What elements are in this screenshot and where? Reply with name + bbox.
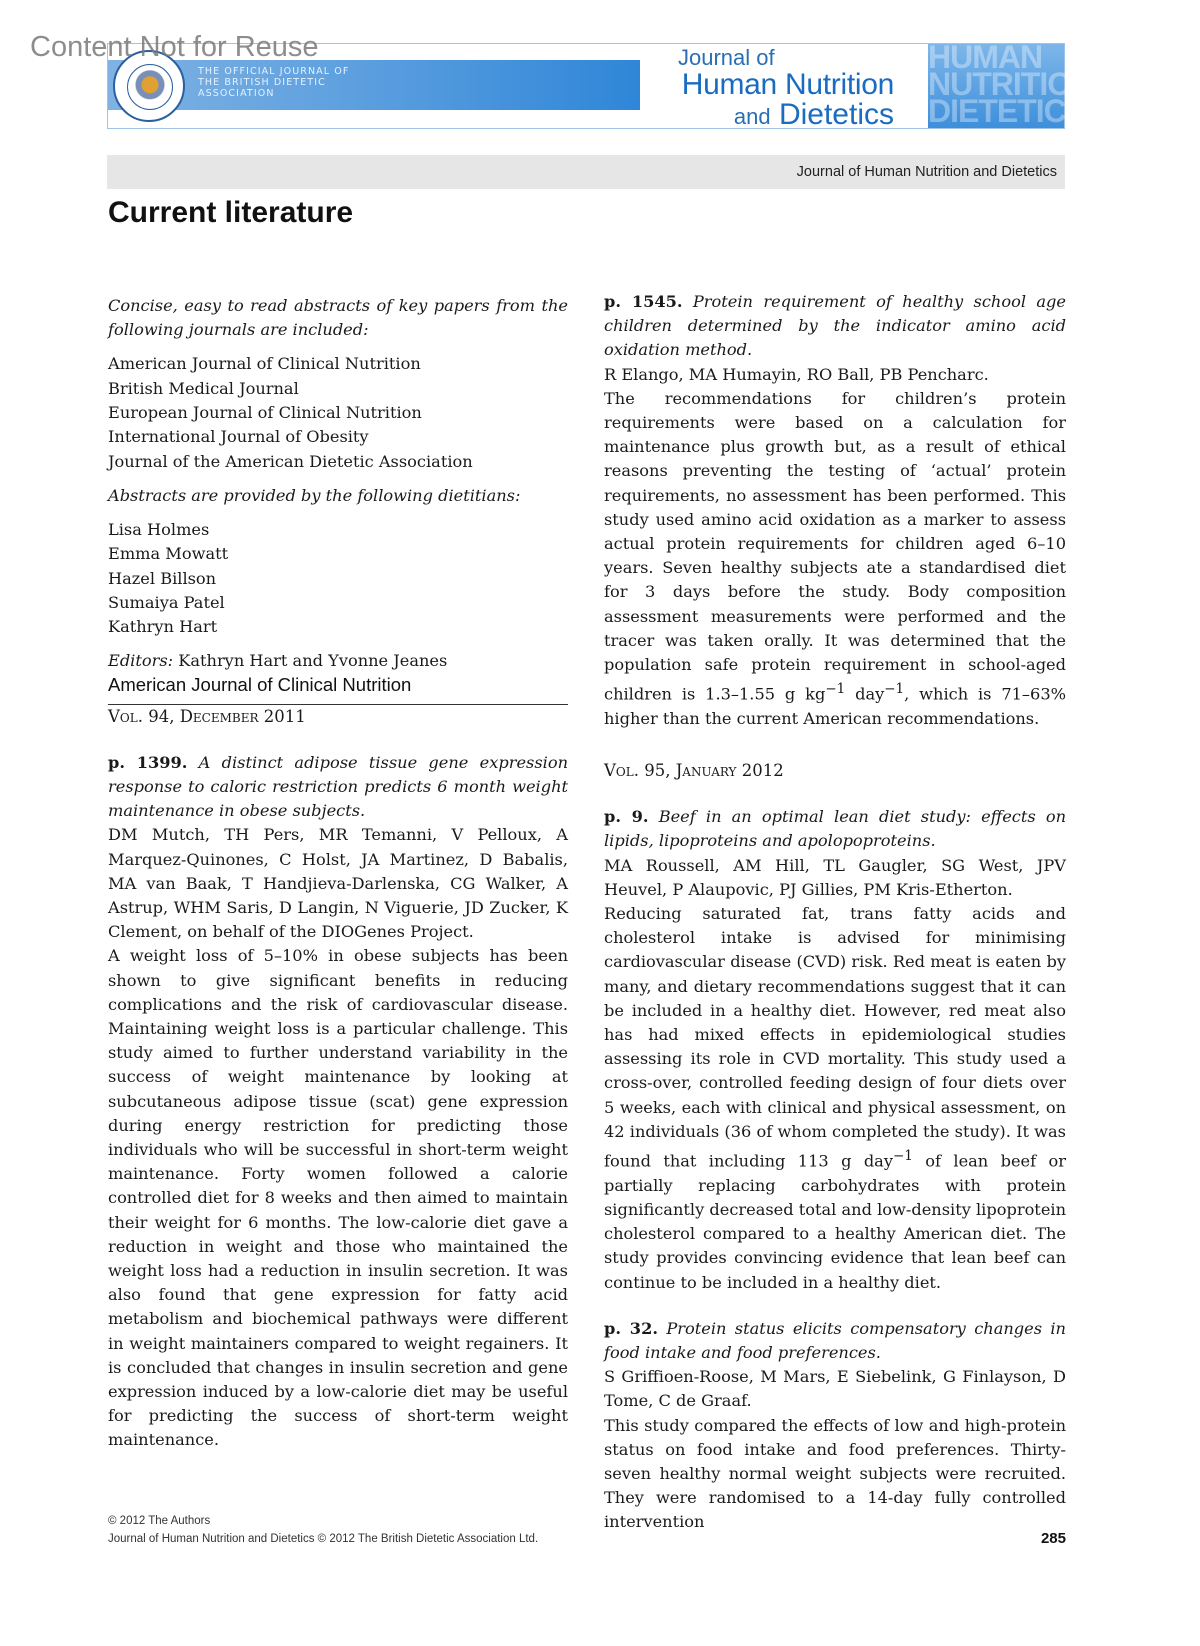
dietitian-item: Emma Mowatt — [108, 544, 229, 564]
journal-list-item: European Journal of Clinical Nutrition — [108, 403, 422, 422]
official-line-1: THE OFFICIAL JOURNAL OF — [198, 66, 350, 77]
article-4-title-text: Protein status elicits compensatory changes in food intake and food preferences. — [604, 1318, 1066, 1362]
article-2-title-text: Protein requirement of healthy school age children determined by the indicator amino acid oxidation method. — [604, 292, 1066, 360]
editors-label: Editors: — [108, 651, 174, 671]
article-4-abstract: This study compared the effects of low and high-protein status on food intake and food preferences. Thirty-seven healthy normal weight subjects were recruited. They were randomised to a 14-day fully controlled intervention — [604, 1415, 1066, 1532]
dietitian-item: Hazel Billson — [108, 568, 217, 588]
article-4-authors: S Griffioen-Roose, M Mars, E Siebelink, G Finlayson, D Tome, C de Graaf. — [604, 1367, 1066, 1411]
official-line-3: ASSOCIATION — [198, 88, 275, 99]
journal-list-item: British Medical Journal — [108, 378, 299, 398]
dietetics-text: Dietetics — [778, 98, 894, 131]
article-3-page: p. 9. — [604, 807, 649, 827]
dietitians-intro: Abstracts are provided by the following dietitians: — [108, 485, 521, 505]
journal-list-item: Journal of the American Dietetic Association — [108, 451, 473, 471]
article-2-abstract-part-1: The recommendations for children’s protein requirements were based on a calculation for maintenance plus growth but, as a result of ethical reasons preventing the testing of ‘actual’ protein requirements, no assessment has been performed. This study used amino acid oxidation as a marker to assess actual protein requirements for children aged 6–10 years. Seven healthy subjects ate a standardised diet for 3 days before the study. Body composition assessment measurements were performed and the tracer was taken orally. It was determined that the population safe protein requirement in school-aged children is 1.3–1.55 g kg — [604, 388, 1066, 704]
watermark: Content Not for Reuse — [30, 31, 319, 63]
article-1-title — [108, 751, 568, 824]
human-nutrition-text: Human Nutrition — [681, 68, 894, 101]
journal-list-item: American Journal of Clinical Nutrition — [108, 354, 421, 374]
and-text: and — [733, 104, 771, 129]
volume-heading-1: Vol. 94, December 2011 — [108, 706, 306, 726]
running-head-bar — [107, 155, 1065, 189]
page-title: Current literature — [108, 196, 354, 229]
right-column — [604, 290, 1066, 1535]
dietitian-item: Kathryn Hart — [108, 616, 218, 636]
superscript: −1 — [825, 681, 846, 698]
footer-journal-copyright: Journal of Human Nutrition and Dietetics © 2012 The British Dietetic Association Ltd. — [108, 1533, 539, 1545]
article-3-abstract-part-1: Reducing saturated fat, trans fatty acids and cholesterol intake is advised for minimising cardiovascular disease (CVD) risk. Red meat is eaten by many, and dietary recommendations suggest that it can be included in a healthy diet. However, red meat also has had mixed effects in epidemiological studies assessing its role in CVD mortality. This study used a cross-over, controlled feeding design of four diets over 5 weeks, each with clinical and physical assessment, on 42 individuals (36 of whom completed the study). It was found that including 113 g day — [604, 904, 1066, 1171]
article-3-abstract — [604, 902, 1066, 1295]
journal-title-logo — [664, 46, 894, 132]
cover-text-3: DIETETICS — [928, 93, 1087, 129]
article-3-title — [604, 805, 1066, 853]
page-number: 285 — [1040, 1530, 1066, 1547]
cover-text-1: HUMAN — [928, 39, 1043, 75]
superscript: −1 — [884, 681, 905, 698]
article-2-abstract — [604, 387, 1066, 731]
official-line-2: THE BRITISH DIETETIC — [198, 77, 326, 88]
editors-line — [108, 649, 568, 673]
journal-list-item: International Journal of Obesity — [108, 427, 369, 447]
superscript: −1 — [892, 1148, 913, 1165]
dietitian-item: Lisa Holmes — [108, 520, 210, 540]
left-column — [108, 294, 568, 1453]
article-2-abstract-part-3: , which is 71–63% higher than the current American recommendations. — [604, 684, 1066, 728]
article-3-authors: MA Roussell, AM Hill, TL Gaugler, SG West, JPV Heuvel, P Alaupovic, PJ Gillies, PM Kris-Etherton. — [604, 855, 1066, 899]
journal-cover-thumbnail — [928, 39, 1094, 129]
section-heading: American Journal of Clinical Nutrition — [108, 673, 568, 704]
cover-text-2: NUTRITION — [928, 66, 1094, 102]
footer-copyright: © 2012 The Authors — [108, 1515, 211, 1527]
official-journal-text — [198, 66, 398, 99]
article-1-title-text: A distinct adipose tissue gene expression response to caloric restriction predicts 6 month weight maintenance in obese subjects. — [108, 752, 568, 821]
page-footer — [108, 1512, 538, 1548]
journal-of-text: Journal of — [678, 45, 775, 70]
article-1-authors: DM Mutch, TH Pers, MR Temanni, V Pelloux, A Marquez-Quinones, C Holst, JA Martinez, D Babalis, MA van Baak, T Handjieva-Darlenska, CG Walker, A Astrup, WHM Saris, D Langin, N Viguerie, JD Zucker, K Clement, on behalf of the DIOGenes Project. — [108, 825, 568, 942]
dietitian-item: Sumaiya Patel — [108, 592, 225, 612]
article-4-title — [604, 1317, 1066, 1365]
dietitian-list — [108, 518, 568, 639]
article-1-abstract: A weight loss of 5–10% in obese subjects has been shown to give significant benefits in reducing complications and the risk of cardiovascular disease. Maintaining weight loss is a particular challenge. This study aimed to further understand variability in the success of weight maintenance by looking at subcutaneous adipose tissue (scat) gene expression during energy restriction for predicting those individuals who will be successful in short-term weight maintenance. Forty women followed a calorie controlled diet for 8 weeks and then aimed to maintain their weight for 6 months. The low-calorie diet gave a reduction in weight and those who maintained the weight loss had a reduction in insulin secretion. It was also found that gene expression for fatty acid metabolism and biochemical pathways were different in weight maintainers compared to weight regainers. It is concluded that changes in insulin secretion and gene expression induced by a low-calorie diet may be useful for predicting the success of short-term weight maintenance. — [108, 946, 568, 1450]
volume-heading-2: Vol. 95, January 2012 — [604, 761, 784, 781]
article-2-page: p. 1545. — [604, 292, 683, 311]
article-3-abstract-part-2: of lean beef or partially replacing carbohydrates with protein significantly decreased total and low-density lipoprotein cholesterol compared to a healthy American diet. The study provides convincing evidence that lean beef can continue to be included in a healthy diet. — [604, 1151, 1066, 1292]
intro-text: Concise, easy to read abstracts of key papers from the following journals are included: — [108, 296, 568, 340]
article-2-abstract-part-2: day — [845, 684, 885, 704]
article-4-page: p. 32. — [604, 1318, 658, 1338]
article-1-page: p. 1399. — [108, 752, 188, 772]
article-3-title-text: Beef in an optimal lean diet study: effects on lipids, lipoproteins and apolopoproteins. — [604, 807, 1066, 851]
running-head: Journal of Human Nutrition and Dietetics — [796, 164, 1057, 180]
seal-crest-icon — [127, 64, 173, 110]
article-2-authors: R Elango, MA Humayin, RO Ball, PB Pencharc. — [604, 364, 989, 384]
editors-names: Kathryn Hart and Yvonne Jeanes — [178, 651, 448, 671]
journal-list — [108, 352, 568, 473]
article-2-title — [604, 290, 1066, 363]
